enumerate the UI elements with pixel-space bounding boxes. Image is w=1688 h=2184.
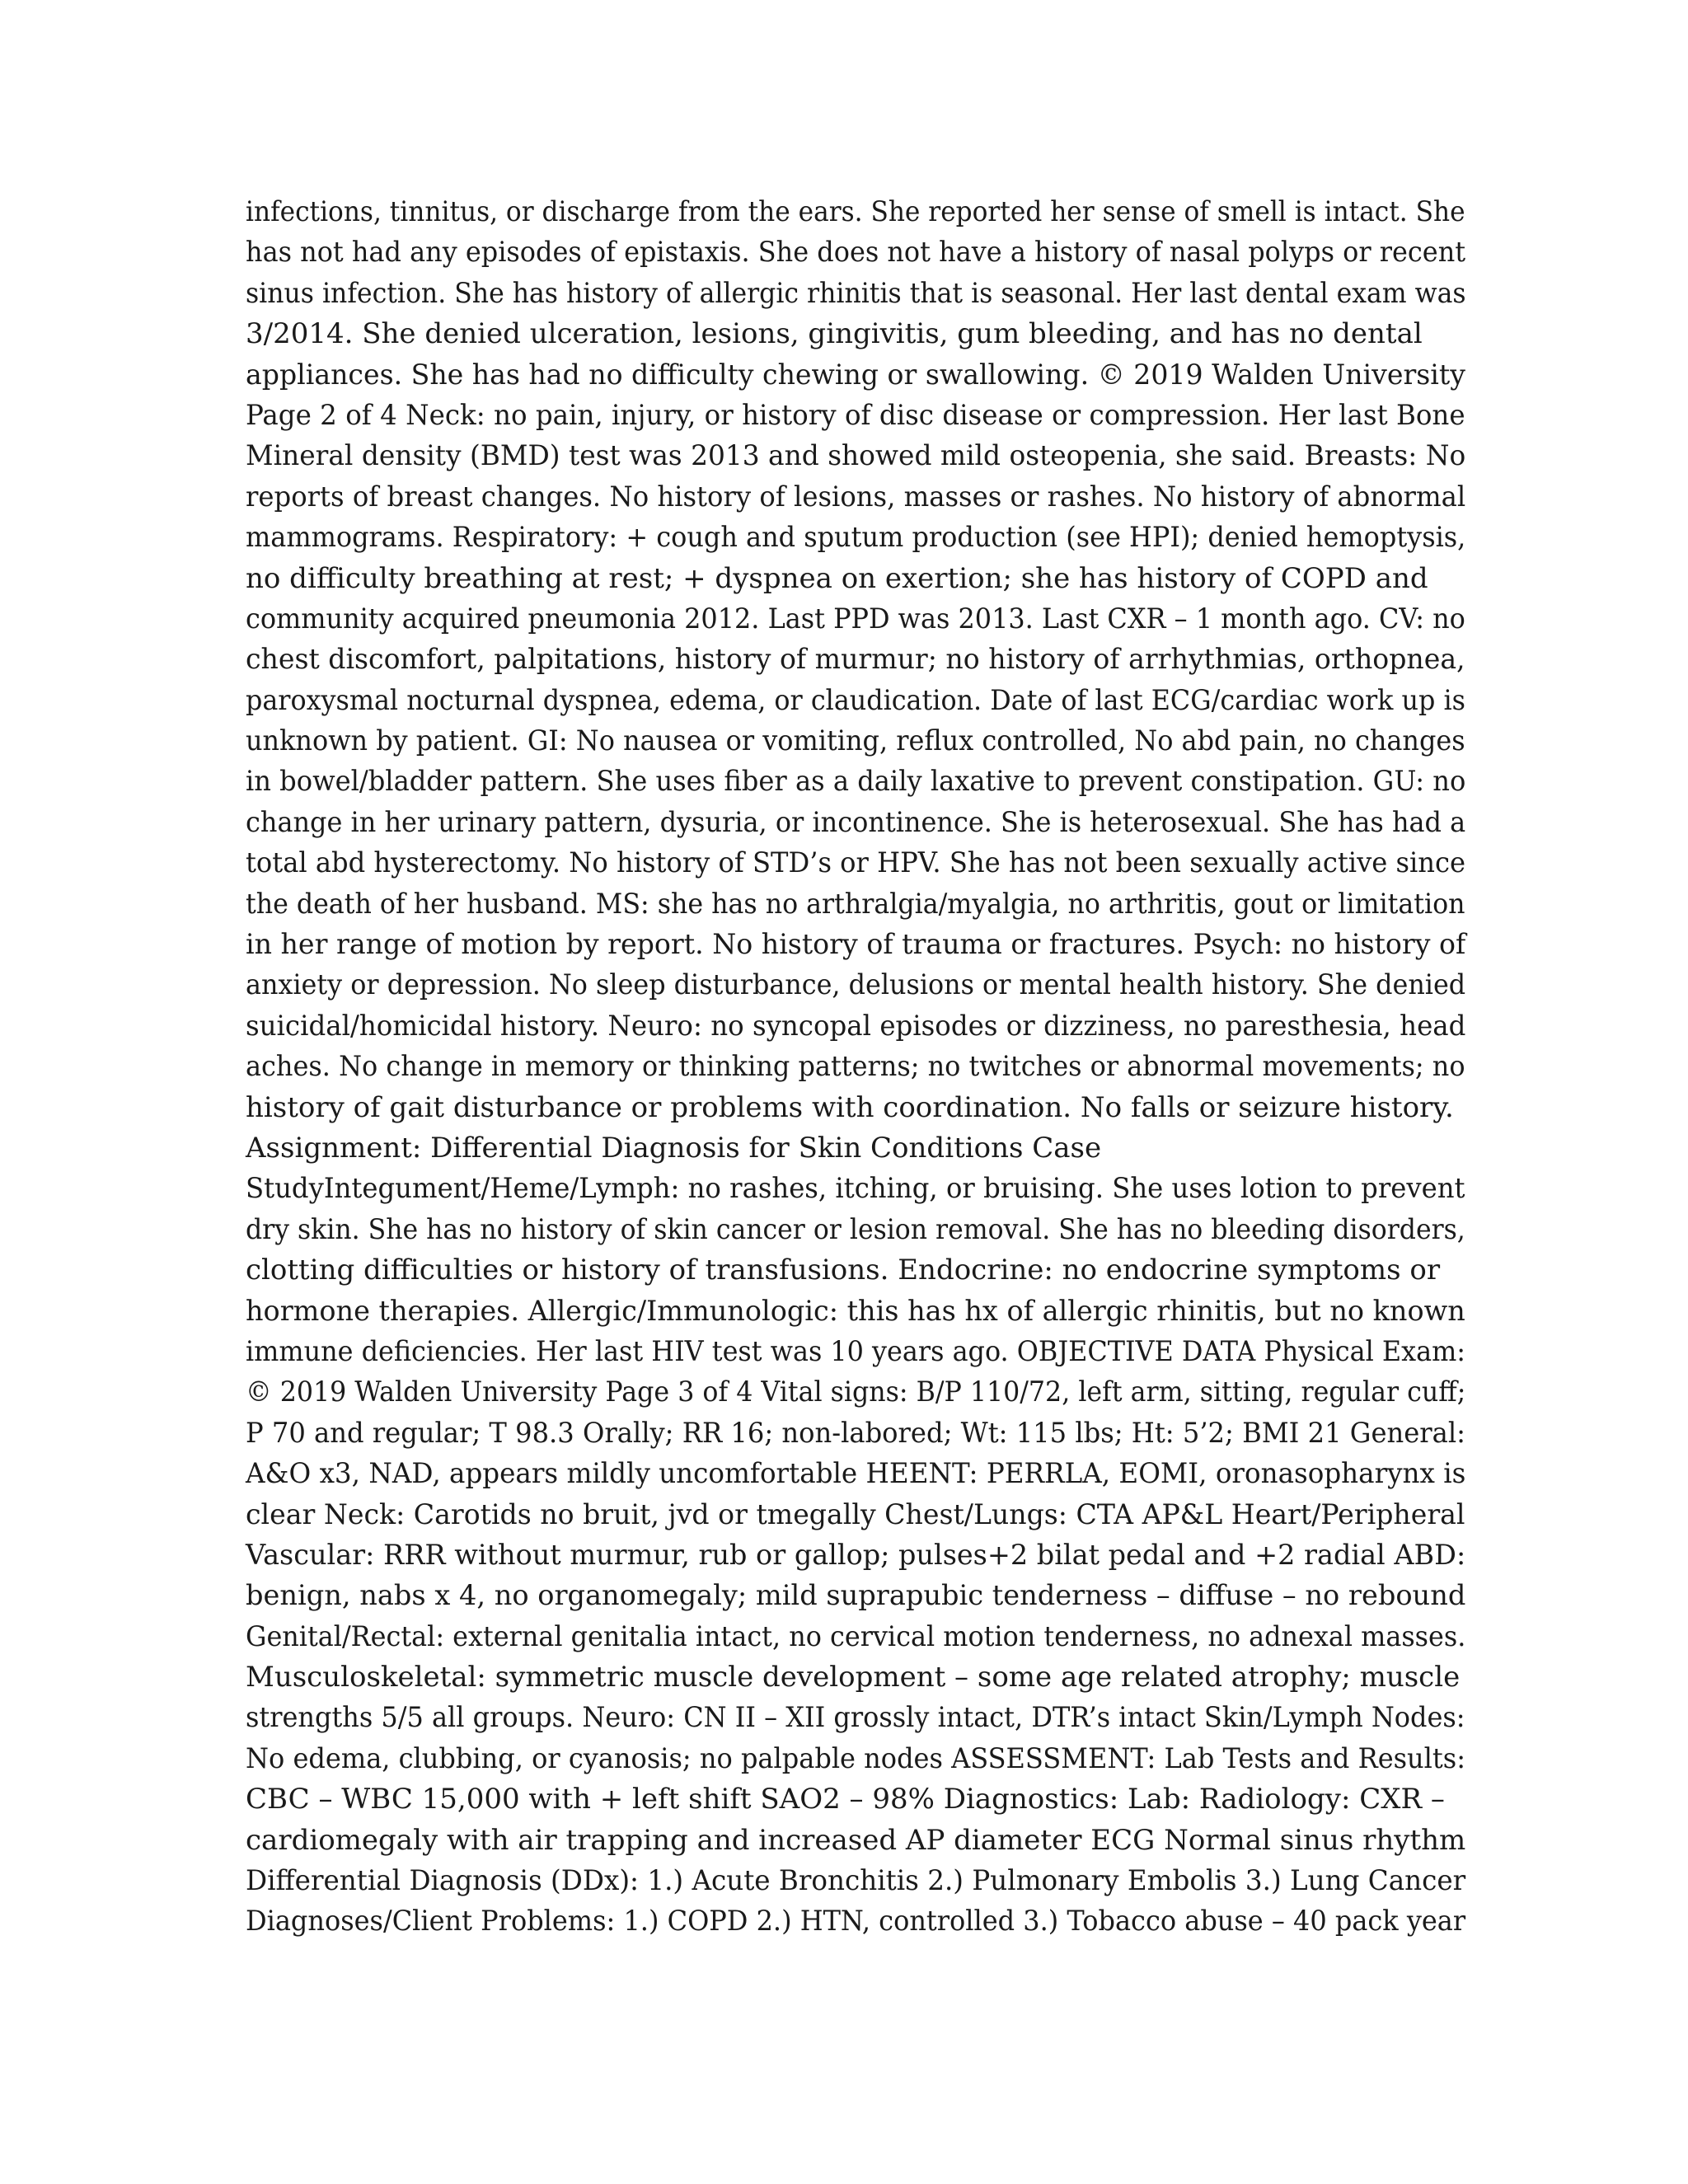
text-line: change in her urinary pattern, dysuria, or incontinence. She is heterosexual. She has had a [246, 805, 1466, 839]
text-line: suicidal/homicidal history. Neuro: no syncopal episodes or dizziness, no paresthesia, head [246, 1009, 1466, 1043]
text-line: no difficulty breathing at rest; + dyspnea on exertion; she has history of COPD and [246, 561, 1428, 595]
text-line: infections, tinnitus, or discharge from the ears. She reported her sense of smell is intact. She [246, 195, 1465, 228]
text-line: hormone therapies. Allergic/Immunologic: this has hx of allergic rhinitis, but no known [246, 1294, 1465, 1328]
text-line: total abd hysterectomy. No history of STD’s or HPV. She has not been sexually active since [246, 846, 1466, 880]
text-line: No edema, clubbing, or cyanosis; no palpable nodes ASSESSMENT: Lab Tests and Results: [246, 1741, 1465, 1775]
body-text [246, 192, 1465, 1943]
text-line: anxiety or depression. No sleep disturbance, delusions or mental health history. She denied [246, 968, 1466, 1002]
text-line: benign, nabs x 4, no organomegaly; mild suprapubic tenderness – diffuse – no rebound [246, 1579, 1466, 1613]
text-line: paroxysmal nocturnal dyspnea, edema, or claudication. Date of last ECG/cardiac work up is [246, 683, 1465, 717]
text-line: Differential Diagnosis (DDx): 1.) Acute Bronchitis 2.) Pulmonary Embolis 3.) Lung Cancer [246, 1864, 1466, 1898]
text-line: in bowel/bladder pattern. She uses fiber as a daily laxative to prevent constipation. GU: no [246, 765, 1466, 799]
text-line: Mineral density (BMD) test was 2013 and showed mild osteopenia, she said. Breasts: No [246, 439, 1466, 473]
text-line: history of gait disturbance or problems with coordination. No falls or seizure history. [246, 1090, 1454, 1124]
text-line: clotting difficulties or history of transfusions. Endocrine: no endocrine symptoms or [246, 1254, 1441, 1287]
text-line: clear Neck: Carotids no bruit, jvd or tmegally Chest/Lungs: CTA AP&L Heart/Peripheral [246, 1497, 1465, 1531]
text-line: community acquired pneumonia 2012. Last PPD was 2013. Last CXR – 1 month ago. CV: no [246, 602, 1465, 635]
text-line: dry skin. She has no history of skin cancer or lesion removal. She has no bleeding disorders, [246, 1212, 1465, 1246]
text-line: sinus infection. She has history of allergic rhinitis that is seasonal. Her last dental exam was [246, 276, 1466, 310]
text-line: 3/2014. She denied ulceration, lesions, gingivitis, gum bleeding, and has no dental [246, 317, 1423, 351]
text-line: the death of her husband. MS: she has no arthralgia/myalgia, no arthritis, gout or limitation [246, 887, 1465, 921]
text-line: chest discomfort, palpitations, history of murmur; no history of arrhythmias, orthopnea, [246, 643, 1465, 677]
text-line: Page 2 of 4 Neck: no pain, injury, or history of disc disease or compression. Her last Bone [246, 398, 1465, 432]
text-line: in her range of motion by report. No history of trauma or fractures. Psych: no history of [246, 928, 1466, 962]
text-line: Musculoskeletal: symmetric muscle development – some age related atrophy; muscle [246, 1661, 1461, 1694]
text-line: mammograms. Respiratory: + cough and sputum production (see HPI); denied hemoptysis, [246, 521, 1466, 555]
text-line: appliances. She has had no difficulty chewing or swallowing. © 2019 Walden University [246, 358, 1465, 391]
text-line: has not had any episodes of epistaxis. She does not have a history of nasal polyps or recent [246, 236, 1466, 269]
text-line: © 2019 Walden University Page 3 of 4 Vital signs: B/P 110/72, left arm, sitting, regular cuff; [246, 1376, 1466, 1409]
text-line: CBC – WBC 15,000 with + left shift SAO2 – 98% Diagnostics: Lab: Radiology: CXR – [246, 1783, 1445, 1816]
text-line: Genital/Rectal: external genitalia intact, no cervical motion tenderness, no adnexal masses. [246, 1619, 1466, 1653]
text-line: cardiomegaly with air trapping and increased AP diameter ECG Normal sinus rhythm [246, 1823, 1466, 1857]
text-line: unknown by patient. GI: No nausea or vomiting, reflux controlled, No abd pain, no changes [246, 724, 1465, 758]
text-line: Diagnoses/Client Problems: 1.) COPD 2.) HTN, controlled 3.) Tobacco abuse – 40 pack year [246, 1905, 1466, 1938]
text-line: A&O x3, NAD, appears mildly uncomfortable HEENT: PERRLA, EOMI, oronasopharynx is [246, 1457, 1466, 1491]
text-line: strengths 5/5 all groups. Neuro: CN II – XII grossly intact, DTR’s intact Skin/Lymph Nodes: [246, 1701, 1465, 1735]
text-line: Vascular: RRR without murmur, rub or gallop; pulses+2 bilat pedal and +2 radial ABD: [246, 1538, 1466, 1572]
text-line: reports of breast changes. No history of lesions, masses or rashes. No history of abnormal [246, 480, 1466, 513]
text-line: Assignment: Differential Diagnosis for Skin Conditions Case [246, 1131, 1102, 1165]
text-line: StudyIntegument/Heme/Lymph: no rashes, itching, or bruising. She uses lotion to prevent [246, 1172, 1465, 1206]
text-line: immune deficiencies. Her last HIV test was 10 years ago. OBJECTIVE DATA Physical Exam: [246, 1334, 1466, 1368]
text-line: P 70 and regular; T 98.3 Orally; RR 16; non-labored; Wt: 115 lbs; Ht: 5’2; BMI 21 General: [246, 1416, 1465, 1450]
text-line: aches. No change in memory or thinking patterns; no twitches or abnormal movements; no [246, 1050, 1465, 1084]
